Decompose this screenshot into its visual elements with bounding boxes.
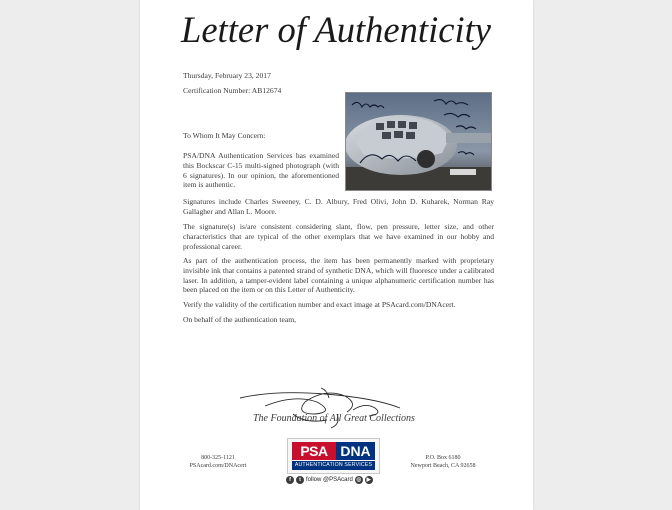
letter-title-graphic <box>140 6 533 58</box>
footer-po-box: P.O. Box 6180 <box>425 455 461 461</box>
youtube-icon[interactable]: ▶ <box>366 477 371 483</box>
footer-city: Newport Beach, CA 92658 <box>410 462 476 469</box>
letter-page <box>140 0 533 510</box>
cert-number: AB12674 <box>251 86 282 95</box>
paragraph-dna-marking: As part of the authentication process, the item has been permanently marked with proprietary invisible ink that contains a patented strand of synthetic DNA, which will fluoresce under a calibrated laser. In addition, a tamper-evident label containing a unique alphanumeric certification number has been placed on the item or on this Letter of Authenticity. <box>183 256 494 295</box>
footer-tagline: The Foundation of All Great Collections <box>253 413 415 424</box>
footer-contact-right <box>403 455 483 470</box>
paragraph-signatures: Signatures include Charles Sweeney, C. D. Albury, Fred Olivi, John D. Kuharek, Norman Ray Gallagher and Allan L. Moore. <box>183 197 494 216</box>
facebook-icon[interactable]: f <box>286 476 294 484</box>
psa-dna-logo <box>287 438 380 474</box>
logo-subtitle: AUTHENTICATION SERVICES <box>292 461 375 470</box>
cert-label: Certification Number: <box>183 86 251 95</box>
signed-photograph <box>345 92 492 191</box>
footer-contact-left <box>188 455 248 470</box>
instagram-icon[interactable]: ◎ <box>356 477 362 483</box>
greeting: To Whom It May Concern: <box>183 131 266 140</box>
social-links <box>286 475 373 485</box>
social-handle[interactable]: follow @PSAcard <box>306 477 353 483</box>
letter-title <box>140 6 533 58</box>
cert-number-line <box>183 86 281 96</box>
footer-phone: 800-325-1121 <box>201 455 235 461</box>
paragraph-signoff: On behalf of the authentication team, <box>183 315 297 324</box>
bomber-photo <box>346 93 491 190</box>
paragraph-verify: Verify the validity of the certification number and exact image at PSAcard.com/DNAcert. <box>183 300 456 309</box>
letter-date: Thursday, February 23, 2017 <box>183 71 271 80</box>
footer-web: PSAcard.com/DNAcert <box>189 462 247 469</box>
logo-dna: DNA <box>336 442 375 460</box>
logo-psa: PSA <box>292 442 336 460</box>
authentication-signature <box>235 384 415 434</box>
twitter-icon[interactable]: t <box>296 476 304 484</box>
paragraph-consistency: The signature(s) is/are consistent considering slant, flow, pen pressure, letter size, and other characteristics that are typical of the other exemplars that we have examined in our hobby and professional career. <box>183 222 494 251</box>
paragraph-examined: PSA/DNA Authentication Services has examined this Bockscar C-15 multi-signed photograph (with 6 signatures). In our opinion, the aforementioned item is authentic. <box>183 151 339 190</box>
svg-text:Letter of Authenticity: Letter of Authenticity <box>180 10 492 51</box>
